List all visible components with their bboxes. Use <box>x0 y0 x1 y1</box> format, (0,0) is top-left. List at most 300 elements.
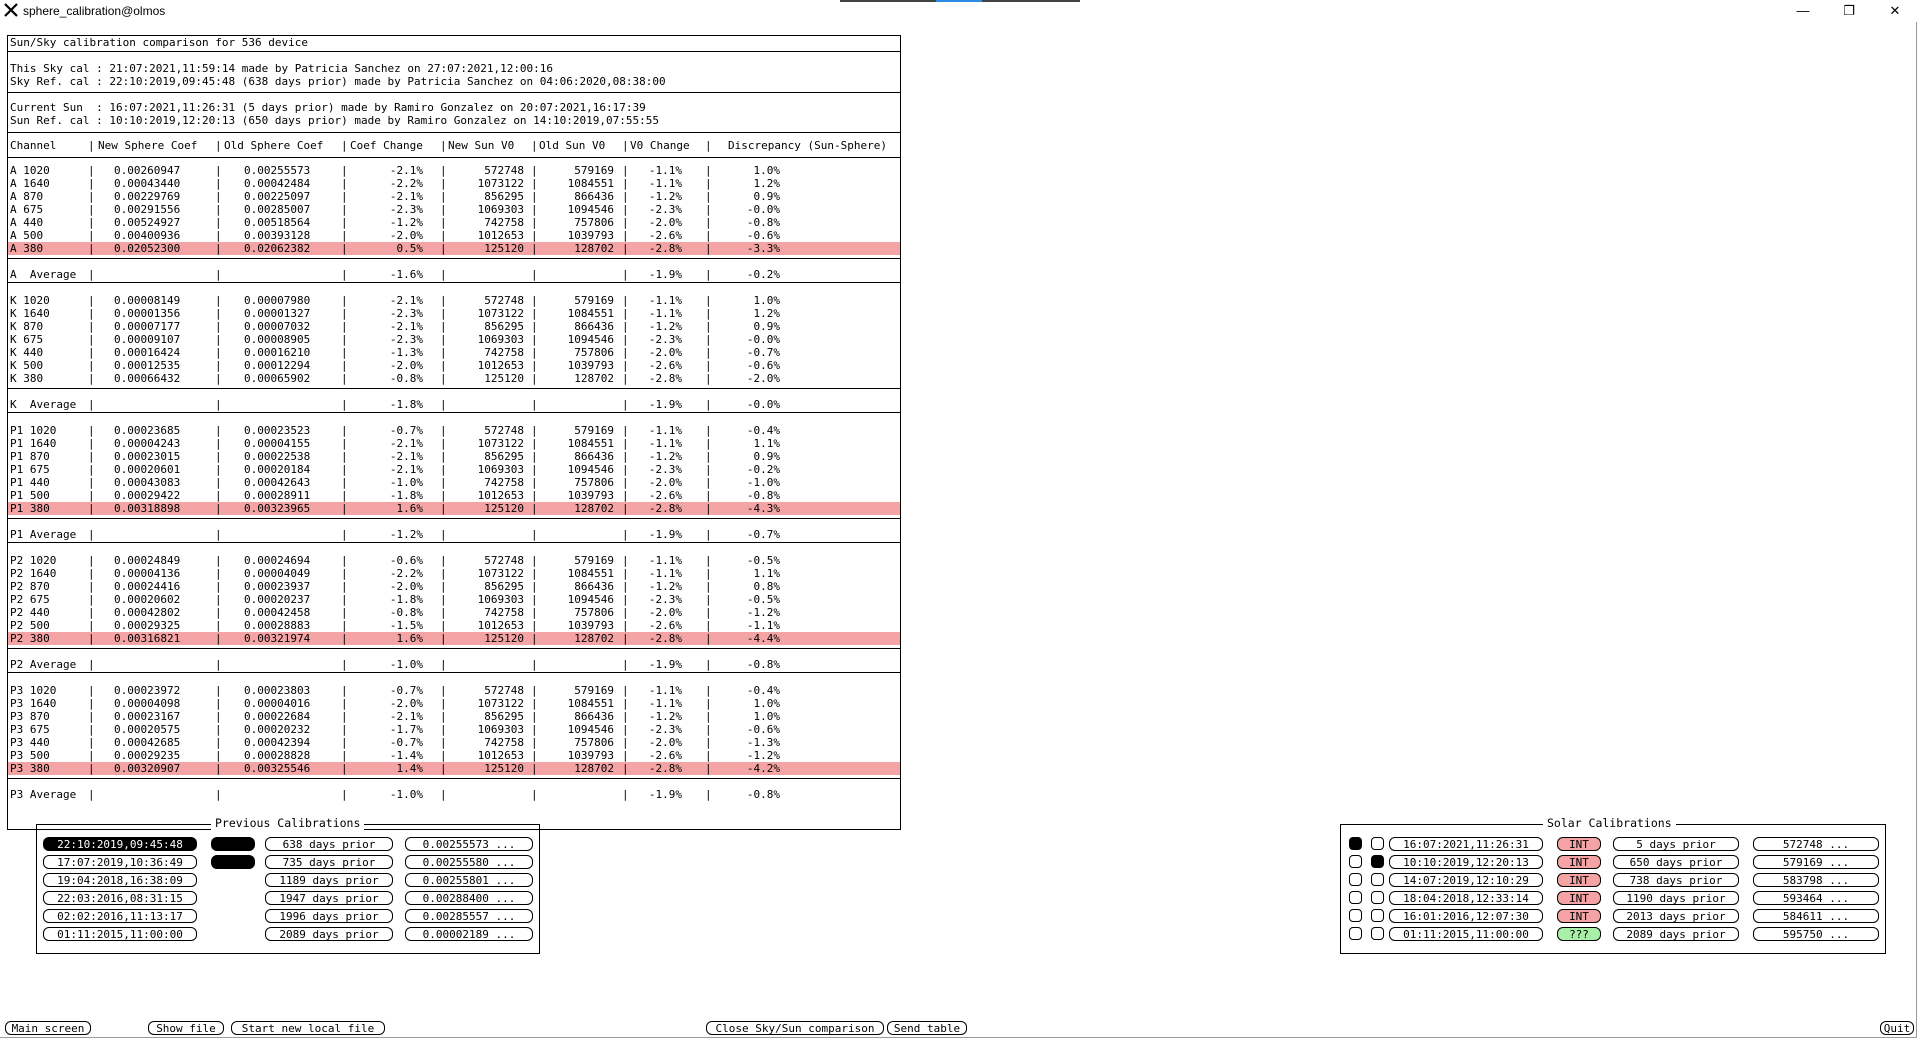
restore-button[interactable]: ❐ <box>1843 3 1855 18</box>
discrepancy-cell: -0.0% <box>746 203 780 216</box>
coef-change-cell: -2.2% <box>389 177 423 190</box>
previous-cal-coef-button[interactable]: 0.00255580 ... <box>405 855 533 869</box>
old-sphere-coef-cell: 0.00042458 <box>244 606 311 619</box>
previous-cal-date-button[interactable]: 02:02:2016,11:13:17 <box>43 909 197 923</box>
solar-cal-date-button[interactable]: 10:10:2019,12:20:13 <box>1389 855 1543 869</box>
new-sphere-coef-cell: 0.00043083 <box>114 476 181 489</box>
column-divider: | <box>215 372 222 385</box>
old-sun-v0-cell: 1039793 <box>567 489 614 502</box>
channel-cell: P3 870 <box>10 710 50 723</box>
solar-current-radio[interactable] <box>1349 909 1362 922</box>
column-divider: | <box>622 554 629 567</box>
v0-change-cell: -1.1% <box>648 567 682 580</box>
column-divider: | <box>705 450 712 463</box>
column-divider: | <box>531 788 538 801</box>
column-header: New Sun V0 <box>448 139 515 152</box>
column-divider: | <box>440 528 447 541</box>
channel-cell: P2 500 <box>10 619 50 632</box>
new-sphere-coef-cell: 0.00020602 <box>114 593 181 606</box>
column-divider: | <box>341 658 348 671</box>
column-divider: | <box>215 437 222 450</box>
solar-reference-radio[interactable] <box>1371 855 1384 868</box>
column-divider: | <box>531 346 538 359</box>
channel-cell: K 1020 <box>10 294 50 307</box>
average-discrepancy: -0.7% <box>746 528 780 541</box>
old-sun-v0-cell: 579169 <box>574 164 614 177</box>
column-divider: | <box>88 580 95 593</box>
solar-current-radio[interactable] <box>1349 927 1362 940</box>
solar-cal-prior-button[interactable]: 1190 days prior <box>1613 891 1739 905</box>
column-divider: | <box>622 333 629 346</box>
column-divider: | <box>531 424 538 437</box>
solar-cal-v0-button[interactable]: 584611 ... <box>1753 909 1879 923</box>
column-divider: | <box>531 619 538 632</box>
column-divider: | <box>341 593 348 606</box>
coef-change-cell: -2.1% <box>389 710 423 723</box>
column-divider: | <box>215 229 222 242</box>
column-divider: | <box>341 697 348 710</box>
column-divider: | <box>215 710 222 723</box>
column-divider: | <box>622 398 629 411</box>
old-sphere-coef-cell: 0.00393128 <box>244 229 311 242</box>
column-divider: | <box>622 593 629 606</box>
coef-change-cell: -2.1% <box>389 450 423 463</box>
column-divider: | <box>622 502 629 515</box>
column-divider: | <box>88 398 95 411</box>
column-divider: | <box>215 489 222 502</box>
solar-cal-date-button[interactable]: 16:01:2016,12:07:30 <box>1389 909 1543 923</box>
start-new-local-file-button[interactable]: Start new local file <box>231 1021 385 1035</box>
coef-change-cell: -1.4% <box>389 749 423 762</box>
discrepancy-cell: -1.0% <box>746 476 780 489</box>
old-sphere-coef-cell: 0.00004016 <box>244 697 311 710</box>
old-sphere-coef-cell: 0.00042394 <box>244 736 311 749</box>
column-divider: | <box>622 268 629 281</box>
solar-reference-radio[interactable] <box>1371 873 1384 886</box>
column-divider: | <box>88 450 95 463</box>
previous-calibrations-title: Previous Calibrations <box>211 816 364 830</box>
solar-current-radio[interactable] <box>1349 837 1362 850</box>
previous-cal-coef-button[interactable]: 0.00002189 ... <box>405 927 533 941</box>
solar-cal-type-badge[interactable]: INT <box>1557 891 1601 905</box>
discrepancy-cell: 1.0% <box>753 697 780 710</box>
coef-change-cell: -2.0% <box>389 359 423 372</box>
discrepancy-cell: 0.8% <box>753 580 780 593</box>
v0-change-cell: -1.1% <box>648 684 682 697</box>
column-divider: | <box>88 307 95 320</box>
v0-change-cell: -2.0% <box>648 736 682 749</box>
new-sun-v0-cell: 856295 <box>484 580 524 593</box>
solar-cal-prior-button[interactable]: 5 days prior <box>1613 837 1739 851</box>
average-discrepancy: -0.8% <box>746 788 780 801</box>
column-divider: | <box>341 463 348 476</box>
sky-cal-line: This Sky cal : 21:07:2021,11:59:14 made by Patricia Sanchez on 27:07:2021,12:00:16 <box>10 62 554 75</box>
previous-cal-date-button[interactable]: 22:03:2016,08:31:15 <box>43 891 197 905</box>
previous-cal-prior-button[interactable]: 1947 days prior <box>265 891 393 905</box>
solar-current-radio[interactable] <box>1349 873 1362 886</box>
solar-cal-v0-button[interactable]: 572748 ... <box>1753 837 1879 851</box>
coef-change-cell: -2.0% <box>389 697 423 710</box>
close-comparison-button[interactable]: Close Sky/Sun comparison <box>706 1021 884 1035</box>
solar-cal-type-badge[interactable]: INT <box>1557 837 1601 851</box>
old-sphere-coef-cell: 0.00004049 <box>244 567 311 580</box>
old-sphere-coef-cell: 0.00024694 <box>244 554 311 567</box>
channel-cell: A 675 <box>10 203 44 216</box>
new-sphere-coef-cell: 0.00042802 <box>114 606 181 619</box>
column-divider: | <box>215 788 222 801</box>
quit-button[interactable]: Quit <box>1880 1021 1914 1035</box>
column-divider: | <box>531 450 538 463</box>
column-divider: | <box>440 294 447 307</box>
column-divider: | <box>88 372 95 385</box>
v0-change-cell: -2.3% <box>648 203 682 216</box>
column-divider: | <box>531 710 538 723</box>
new-sphere-coef-cell: 0.00316821 <box>114 632 181 645</box>
column-divider: | <box>622 190 629 203</box>
solar-cal-prior-button[interactable]: 2089 days prior <box>1613 927 1739 941</box>
previous-cal-flag[interactable] <box>211 855 255 869</box>
new-sun-v0-cell: 125120 <box>484 372 524 385</box>
column-divider: | <box>88 762 95 775</box>
previous-cal-prior-button[interactable]: 1189 days prior <box>265 873 393 887</box>
column-divider: | <box>88 554 95 567</box>
column-divider: | <box>440 372 447 385</box>
column-divider: | <box>531 554 538 567</box>
column-divider: | <box>440 632 447 645</box>
solar-reference-radio[interactable] <box>1371 891 1384 904</box>
new-sphere-coef-cell: 0.00320907 <box>114 762 181 775</box>
new-sun-v0-cell: 1069303 <box>477 203 524 216</box>
discrepancy-cell: -0.4% <box>746 684 780 697</box>
channel-cell: P1 675 <box>10 463 50 476</box>
solar-cal-type-badge[interactable]: INT <box>1557 855 1601 869</box>
v0-change-cell: -2.6% <box>648 619 682 632</box>
column-divider: | <box>341 190 348 203</box>
solar-cal-prior-button[interactable]: 738 days prior <box>1613 873 1739 887</box>
column-divider: | <box>705 139 712 152</box>
old-sun-v0-cell: 128702 <box>574 502 614 515</box>
column-divider: | <box>705 463 712 476</box>
column-divider: | <box>341 749 348 762</box>
column-divider: | <box>531 489 538 502</box>
column-divider: | <box>705 749 712 762</box>
column-divider: | <box>531 528 538 541</box>
old-sun-v0-cell: 1084551 <box>567 307 614 320</box>
discrepancy-cell: -0.2% <box>746 463 780 476</box>
solar-current-radio[interactable] <box>1349 891 1362 904</box>
previous-cal-coef-button[interactable]: 0.00255573 ... <box>405 837 533 851</box>
column-divider: | <box>531 398 538 411</box>
average-discrepancy: -0.8% <box>746 658 780 671</box>
column-divider: | <box>341 567 348 580</box>
old-sun-v0-cell: 1094546 <box>567 333 614 346</box>
previous-cal-date-button[interactable]: 22:10:2019,09:45:48 <box>43 837 197 851</box>
column-divider: | <box>705 177 712 190</box>
old-sphere-coef-cell: 0.00028911 <box>244 489 311 502</box>
show-file-button[interactable]: Show file <box>148 1021 224 1035</box>
previous-cal-prior-button[interactable]: 638 days prior <box>265 837 393 851</box>
channel-cell: A 380 <box>10 242 44 255</box>
column-divider: | <box>215 333 222 346</box>
v0-change-cell: -2.8% <box>648 242 682 255</box>
column-divider: | <box>440 593 447 606</box>
column-divider: | <box>705 489 712 502</box>
column-divider: | <box>341 502 348 515</box>
old-sphere-coef-cell: 0.00004155 <box>244 437 311 450</box>
column-header: Old Sphere Coef <box>224 139 324 152</box>
new-sun-v0-cell: 1012653 <box>477 229 524 242</box>
column-divider: | <box>705 359 712 372</box>
solar-current-radio[interactable] <box>1349 855 1362 868</box>
column-divider: | <box>341 632 348 645</box>
solar-cal-date-button[interactable]: 14:07:2019,12:10:29 <box>1389 873 1543 887</box>
average-coef-change: -1.2% <box>389 528 423 541</box>
old-sun-v0-cell: 757806 <box>574 346 614 359</box>
close-window-button[interactable]: ✕ <box>1889 3 1901 18</box>
discrepancy-cell: -0.7% <box>746 346 780 359</box>
column-divider: | <box>705 580 712 593</box>
solar-reference-radio[interactable] <box>1371 927 1384 940</box>
old-sphere-coef-cell: 0.00323965 <box>244 502 311 515</box>
column-divider: | <box>440 424 447 437</box>
previous-cal-prior-button[interactable]: 735 days prior <box>265 855 393 869</box>
column-divider: | <box>215 632 222 645</box>
column-divider: | <box>531 190 538 203</box>
column-divider: | <box>88 164 95 177</box>
solar-calibrations-panel <box>1340 816 1886 954</box>
column-divider: | <box>440 229 447 242</box>
column-divider: | <box>88 658 95 671</box>
channel-cell: A 870 <box>10 190 44 203</box>
old-sun-v0-cell: 866436 <box>574 580 614 593</box>
discrepancy-cell: -4.2% <box>746 762 780 775</box>
column-divider: | <box>88 710 95 723</box>
solar-cal-type-badge[interactable]: INT <box>1557 873 1601 887</box>
column-divider: | <box>215 216 222 229</box>
coef-change-cell: 1.4% <box>396 762 423 775</box>
column-divider: | <box>88 333 95 346</box>
column-divider: | <box>341 333 348 346</box>
column-divider: | <box>440 749 447 762</box>
column-divider: | <box>622 658 629 671</box>
sky-ref-line: Sky Ref. cal : 22:10:2019,09:45:48 (638 days prior) made by Patricia Sanchez on 04:06:2020,08:38:00 <box>10 75 666 88</box>
channel-cell: P1 1640 <box>10 437 57 450</box>
column-divider: | <box>705 502 712 515</box>
previous-cal-flag[interactable] <box>211 837 255 851</box>
new-sun-v0-cell: 856295 <box>484 710 524 723</box>
solar-cal-type-badge[interactable]: ??? <box>1557 927 1601 941</box>
column-divider: | <box>88 437 95 450</box>
solar-cal-date-button[interactable]: 18:04:2018,12:33:14 <box>1389 891 1543 905</box>
coef-change-cell: -2.3% <box>389 333 423 346</box>
column-divider: | <box>215 203 222 216</box>
previous-cal-prior-button[interactable]: 2089 days prior <box>265 927 393 941</box>
solar-cal-v0-button[interactable]: 583798 ... <box>1753 873 1879 887</box>
column-divider: | <box>531 437 538 450</box>
new-sphere-coef-cell: 0.00029325 <box>114 619 181 632</box>
column-divider: | <box>531 177 538 190</box>
new-sphere-coef-cell: 0.00260947 <box>114 164 181 177</box>
previous-cal-coef-button[interactable]: 0.00288400 ... <box>405 891 533 905</box>
new-sun-v0-cell: 856295 <box>484 450 524 463</box>
column-divider: | <box>440 788 447 801</box>
discrepancy-cell: -4.3% <box>746 502 780 515</box>
column-divider: | <box>705 216 712 229</box>
old-sun-v0-cell: 579169 <box>574 684 614 697</box>
column-divider: | <box>341 788 348 801</box>
v0-change-cell: -2.6% <box>648 489 682 502</box>
main-screen-button[interactable]: Main screen <box>5 1021 91 1035</box>
column-divider: | <box>705 424 712 437</box>
column-divider: | <box>440 658 447 671</box>
solar-cal-prior-button[interactable]: 2013 days prior <box>1613 909 1739 923</box>
old-sun-v0-cell: 866436 <box>574 710 614 723</box>
column-divider: | <box>531 580 538 593</box>
old-sun-v0-cell: 757806 <box>574 216 614 229</box>
channel-cell: P1 380 <box>10 502 50 515</box>
new-sphere-coef-cell: 0.00524927 <box>114 216 181 229</box>
minimize-button[interactable]: — <box>1796 3 1810 18</box>
v0-change-cell: -1.2% <box>648 190 682 203</box>
column-divider: | <box>531 697 538 710</box>
old-sun-v0-cell: 757806 <box>574 476 614 489</box>
column-divider: | <box>215 268 222 281</box>
column-divider: | <box>341 359 348 372</box>
column-divider: | <box>215 528 222 541</box>
old-sphere-coef-cell: 0.00016210 <box>244 346 311 359</box>
column-divider: | <box>215 684 222 697</box>
new-sphere-coef-cell: 0.00066432 <box>114 372 181 385</box>
column-divider: | <box>622 749 629 762</box>
column-divider: | <box>622 710 629 723</box>
new-sphere-coef-cell: 0.00020575 <box>114 723 181 736</box>
solar-cal-prior-button[interactable]: 650 days prior <box>1613 855 1739 869</box>
column-divider: | <box>705 554 712 567</box>
v0-change-cell: -2.8% <box>648 502 682 515</box>
column-divider: | <box>705 346 712 359</box>
new-sun-v0-cell: 1012653 <box>477 749 524 762</box>
column-divider: | <box>215 567 222 580</box>
column-divider: | <box>440 359 447 372</box>
coef-change-cell: -2.1% <box>389 320 423 333</box>
solar-cal-type-badge[interactable]: INT <box>1557 909 1601 923</box>
old-sphere-coef-cell: 0.00023523 <box>244 424 311 437</box>
channel-cell: K 1640 <box>10 307 50 320</box>
channel-cell: P3 1020 <box>10 684 57 697</box>
previous-cal-date-button[interactable]: 19:04:2018,16:38:09 <box>43 873 197 887</box>
column-divider: | <box>531 684 538 697</box>
column-divider: | <box>531 333 538 346</box>
solar-reference-radio[interactable] <box>1371 837 1384 850</box>
v0-change-cell: -2.8% <box>648 632 682 645</box>
solar-cal-date-button[interactable]: 16:07:2021,11:26:31 <box>1389 837 1543 851</box>
new-sun-v0-cell: 125120 <box>484 762 524 775</box>
coef-change-cell: 1.6% <box>396 632 423 645</box>
solar-cal-date-button[interactable]: 01:11:2015,11:00:00 <box>1389 927 1543 941</box>
discrepancy-cell: -2.0% <box>746 372 780 385</box>
column-divider: | <box>622 372 629 385</box>
new-sphere-coef-cell: 0.00012535 <box>114 359 181 372</box>
previous-cal-coef-button[interactable]: 0.00285557 ... <box>405 909 533 923</box>
solar-cal-v0-button[interactable]: 579169 ... <box>1753 855 1879 869</box>
coef-change-cell: -2.0% <box>389 229 423 242</box>
column-divider: | <box>440 762 447 775</box>
channel-cell: P1 440 <box>10 476 50 489</box>
column-divider: | <box>705 164 712 177</box>
column-divider: | <box>341 437 348 450</box>
new-sphere-coef-cell: 0.00004243 <box>114 437 181 450</box>
current-sun-line: Current Sun : 16:07:2021,11:26:31 (5 days prior) made by Ramiro Gonzalez on 20:07:2021,16:17:39 <box>10 101 646 114</box>
new-sun-v0-cell: 742758 <box>484 736 524 749</box>
new-sun-v0-cell: 572748 <box>484 684 524 697</box>
channel-cell: A 1020 <box>10 164 50 177</box>
column-divider: | <box>622 762 629 775</box>
previous-cal-date-button[interactable]: 01:11:2015,11:00:00 <box>43 927 197 941</box>
previous-cal-date-button[interactable]: 17:07:2019,10:36:49 <box>43 855 197 869</box>
v0-change-cell: -1.2% <box>648 580 682 593</box>
column-divider: | <box>622 177 629 190</box>
column-divider: | <box>622 203 629 216</box>
column-divider: | <box>341 684 348 697</box>
channel-cell: P3 675 <box>10 723 50 736</box>
previous-cal-coef-button[interactable]: 0.00255801 ... <box>405 873 533 887</box>
column-divider: | <box>531 632 538 645</box>
column-divider: | <box>440 489 447 502</box>
column-divider: | <box>341 489 348 502</box>
old-sphere-coef-cell: 0.00065902 <box>244 372 311 385</box>
coef-change-cell: -2.1% <box>389 294 423 307</box>
old-sun-v0-cell: 1039793 <box>567 749 614 762</box>
column-divider: | <box>440 242 447 255</box>
column-divider: | <box>440 723 447 736</box>
channel-cell: P2 440 <box>10 606 50 619</box>
solar-reference-radio[interactable] <box>1371 909 1384 922</box>
column-divider: | <box>622 619 629 632</box>
v0-change-cell: -2.3% <box>648 593 682 606</box>
v0-change-cell: -1.1% <box>648 424 682 437</box>
sun-ref-line: Sun Ref. cal : 10:10:2019,12:20:13 (650 days prior) made by Ramiro Gonzalez on 14:10:2019,07:55:55 <box>10 114 660 127</box>
column-divider: | <box>531 203 538 216</box>
discrepancy-cell: -0.8% <box>746 216 780 229</box>
previous-cal-prior-button[interactable]: 1996 days prior <box>265 909 393 923</box>
column-divider: | <box>440 139 447 152</box>
discrepancy-cell: -1.2% <box>746 749 780 762</box>
solar-cal-v0-button[interactable]: 593464 ... <box>1753 891 1879 905</box>
new-sphere-coef-cell: 0.02052300 <box>114 242 181 255</box>
discrepancy-cell: 1.0% <box>753 294 780 307</box>
old-sun-v0-cell: 579169 <box>574 424 614 437</box>
send-table-button[interactable]: Send table <box>887 1021 967 1035</box>
v0-change-cell: -2.3% <box>648 333 682 346</box>
column-divider: | <box>215 190 222 203</box>
coef-change-cell: -2.1% <box>389 190 423 203</box>
new-sphere-coef-cell: 0.00318898 <box>114 502 181 515</box>
old-sphere-coef-cell: 0.00001327 <box>244 307 311 320</box>
column-divider: | <box>622 489 629 502</box>
column-divider: | <box>341 139 348 152</box>
column-divider: | <box>88 736 95 749</box>
new-sphere-coef-cell: 0.00004136 <box>114 567 181 580</box>
solar-cal-v0-button[interactable]: 595750 ... <box>1753 927 1879 941</box>
discrepancy-cell: -0.6% <box>746 723 780 736</box>
column-divider: | <box>215 502 222 515</box>
average-v0-change: -1.9% <box>648 398 682 411</box>
column-divider: | <box>88 528 95 541</box>
new-sphere-coef-cell: 0.00023015 <box>114 450 181 463</box>
old-sphere-coef-cell: 0.00012294 <box>244 359 311 372</box>
column-divider: | <box>440 567 447 580</box>
column-divider: | <box>440 502 447 515</box>
